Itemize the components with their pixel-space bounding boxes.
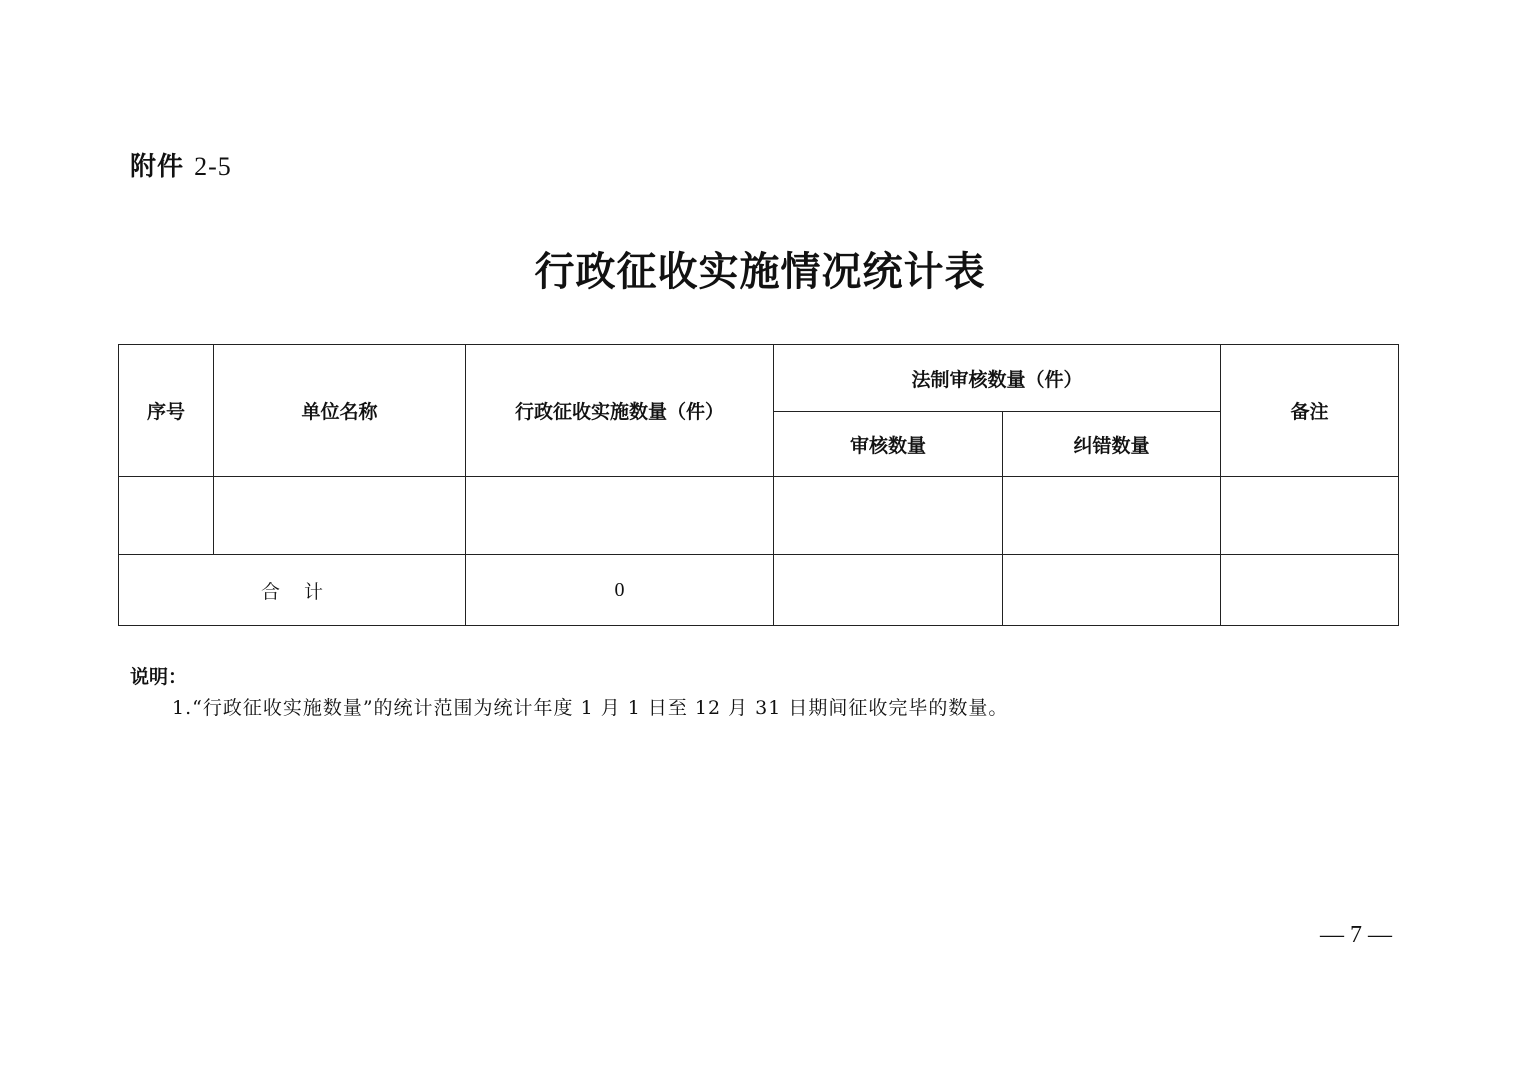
header-correction-count: 纠错数量 [1003, 412, 1221, 477]
table-total-row [119, 555, 1399, 626]
attachment-number: 2-5 [194, 152, 232, 181]
header-remarks: 备注 [1221, 345, 1399, 477]
header-collection-count: 行政征收实施数量（件） [466, 345, 774, 477]
total-remarks [1221, 555, 1399, 626]
notes-item: 1.“行政征收实施数量”的统计范围为统计年度 1 月 1 日至 12 月 31 日期间征收完毕的数量。 [172, 697, 1009, 719]
header-unit-name: 单位名称 [214, 345, 466, 477]
total-collection-count: 0 [466, 555, 774, 626]
cell-remarks [1221, 477, 1399, 555]
cell-unit-name [214, 477, 466, 555]
cell-correction-count [1003, 477, 1221, 555]
table-header-row-1 [119, 345, 1399, 412]
attachment-prefix: 附件 [130, 152, 185, 182]
attachment-label [130, 146, 232, 183]
total-review-count [774, 555, 1003, 626]
cell-seq [119, 477, 214, 555]
statistics-table [118, 344, 1399, 626]
total-label: 合计 [119, 555, 466, 626]
notes-heading: 说明： [130, 666, 188, 688]
cell-review-count [774, 477, 1003, 555]
table-row [119, 477, 1399, 555]
page-title: 行政征收实施情况统计表 [534, 248, 986, 295]
cell-collection-count [466, 477, 774, 555]
header-seq: 序号 [119, 345, 214, 477]
page-number: — 7 — [1320, 922, 1392, 948]
header-legal-review: 法制审核数量（件） [774, 345, 1221, 412]
total-correction-count [1003, 555, 1221, 626]
header-review-count: 审核数量 [774, 412, 1003, 477]
